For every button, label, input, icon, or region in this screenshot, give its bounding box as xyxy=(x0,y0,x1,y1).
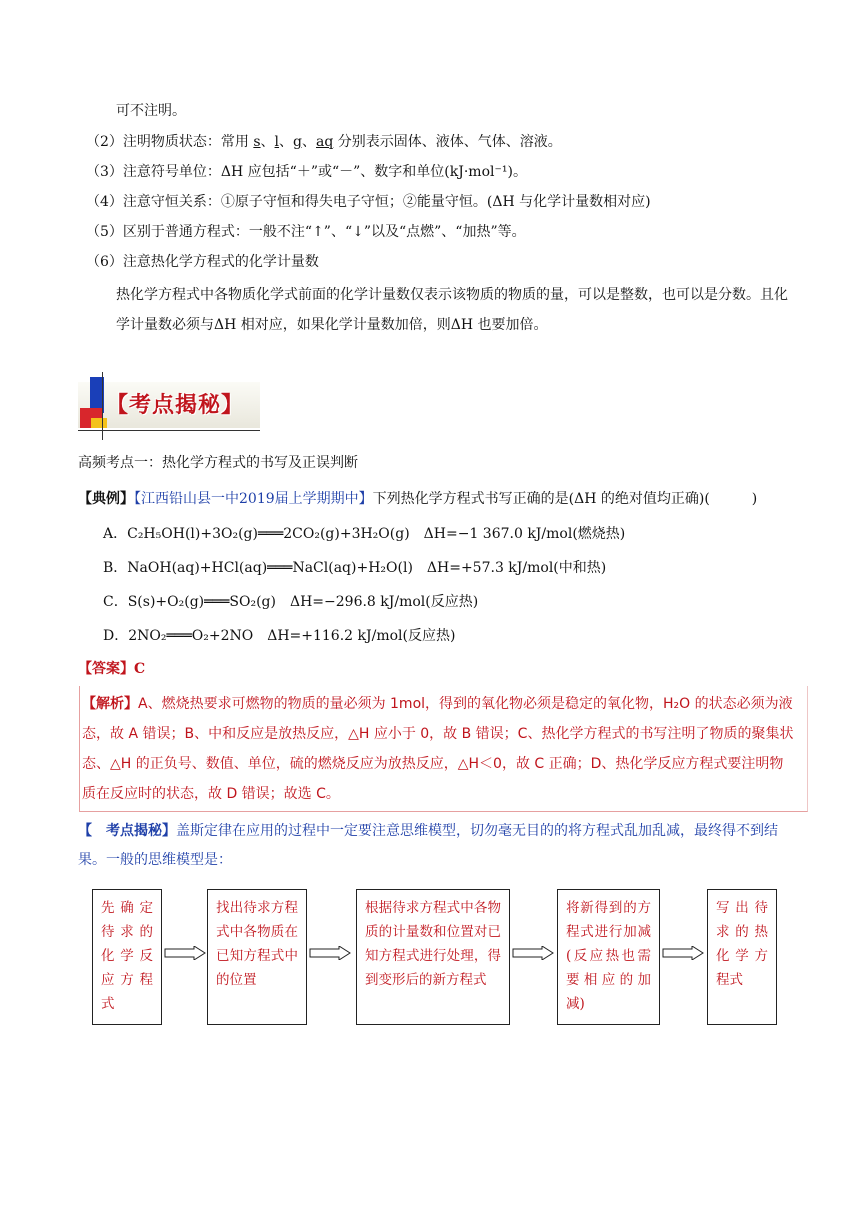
option-c: C．S(s)+O₂(g)═══SO₂(g) ΔH=−296.8 kJ/mol(反应热) xyxy=(103,594,479,610)
flow-arrow-icon xyxy=(164,946,206,960)
note-item-2: （2）注明物质状态：常用 s、l、g、aq 分别表示固体、液体、气体、溶液。 xyxy=(86,134,562,150)
flow-step-3: 根据待求方程式中各物质的计量数和位置对已知方程式进行处理，得到变形后的新方程式 xyxy=(356,889,510,1025)
banner-title: 【考点揭秘】 xyxy=(106,393,245,418)
analysis-text: A、燃烧热要求可燃物的物质的量必须为 1mol，得到的氧化物必须是稳定的氧化物，H₂O 的状态必须为液态，故 A 错误；B、中和反应是放热反应，△H 应小于 0，故 B 错误；C、热化学方程式的书写注明了物质的聚集状态、△H 的正负号、数值、单位，硫的燃烧反应为放热反应，△H＜0，故 C 正确；D、热化学反应方程式要注明物质在反应时的状态，故 D 错误；故选 C。 xyxy=(82,696,794,802)
answer xyxy=(78,659,145,679)
flow-step-4: 将新得到的方程式进行加减(反应热也需要相应的加减) xyxy=(557,889,660,1025)
tip-text: 盖斯定律在应用的过程中一定要注意思维模型，切勿毫无目的的将方程式乱加乱减，最终得不到结果。一般的思维模型是： xyxy=(78,823,778,868)
flow-step-1: 先确定待求的化学反应方程式 xyxy=(92,889,162,1025)
note-item-6: （6）注意热化学方程式的化学计量数 xyxy=(86,254,319,270)
note-item-5: （5）区别于普通方程式：一般不注“↑”、“↓”以及“点燃”、“加热”等。 xyxy=(86,224,526,240)
banner-yellow-square xyxy=(91,418,107,428)
note-item-4: （4）注意守恒关系：①原子守恒和得失电子守恒；②能量守恒。(ΔH 与化学计量数相对应) xyxy=(86,194,651,210)
example-question xyxy=(78,489,757,509)
example-label: 【典例】 xyxy=(78,491,134,507)
analysis-box xyxy=(79,686,808,812)
answer-value: C xyxy=(134,661,146,677)
flow-step-5: 写出待求的热化学方程式 xyxy=(707,889,777,1025)
flow-arrow-icon xyxy=(512,946,554,960)
answer-label: 【答案】 xyxy=(78,661,134,677)
flow-step-2: 找出待求方程式中各物质在已知方程式中的位置 xyxy=(207,889,307,1025)
example-question-text: 下列热化学方程式书写正确的是(ΔH 的绝对值均正确)( ) xyxy=(372,491,758,507)
section-banner xyxy=(78,372,260,440)
option-d: D．2NO₂═══O₂+2NO ΔH=+116.2 kJ/mol(反应热) xyxy=(103,628,456,644)
tip-paragraph xyxy=(78,817,800,875)
option-a: A．C₂H₅OH(l)+3O₂(g)═══2CO₂(g)+3H₂O(g) ΔH=−1 367.0 kJ/mol(燃烧热) xyxy=(103,526,626,542)
analysis-label: 【解析】 xyxy=(82,696,138,712)
note-item-6-body: 热化学方程式中各物质化学式前面的化学计量数仅表示该物质的物质的量，可以是整数，也可以是分数。且化学计量数必须与ΔH 相对应，如果化学计量数加倍，则ΔH 也要加倍。 xyxy=(116,287,788,333)
note-line-0: 可不注明。 xyxy=(116,103,186,119)
section-title: 高频考点一：热化学方程式的书写及正误判断 xyxy=(78,455,358,471)
option-b: B．NaOH(aq)+HCl(aq)═══NaCl(aq)+H₂O(l) ΔH=+57.3 kJ/mol(中和热) xyxy=(103,560,607,576)
tip-label: 【 考点揭秘】 xyxy=(78,823,176,839)
note-item-3: （3）注意符号单位：ΔH 应包括“＋”或“－”、数字和单位(kJ·mol⁻¹)。 xyxy=(86,164,527,180)
flow-arrow-icon xyxy=(662,946,704,960)
flow-arrow-icon xyxy=(309,946,351,960)
example-source: 【江西铅山县一中2019届上学期期中】 xyxy=(134,491,373,507)
